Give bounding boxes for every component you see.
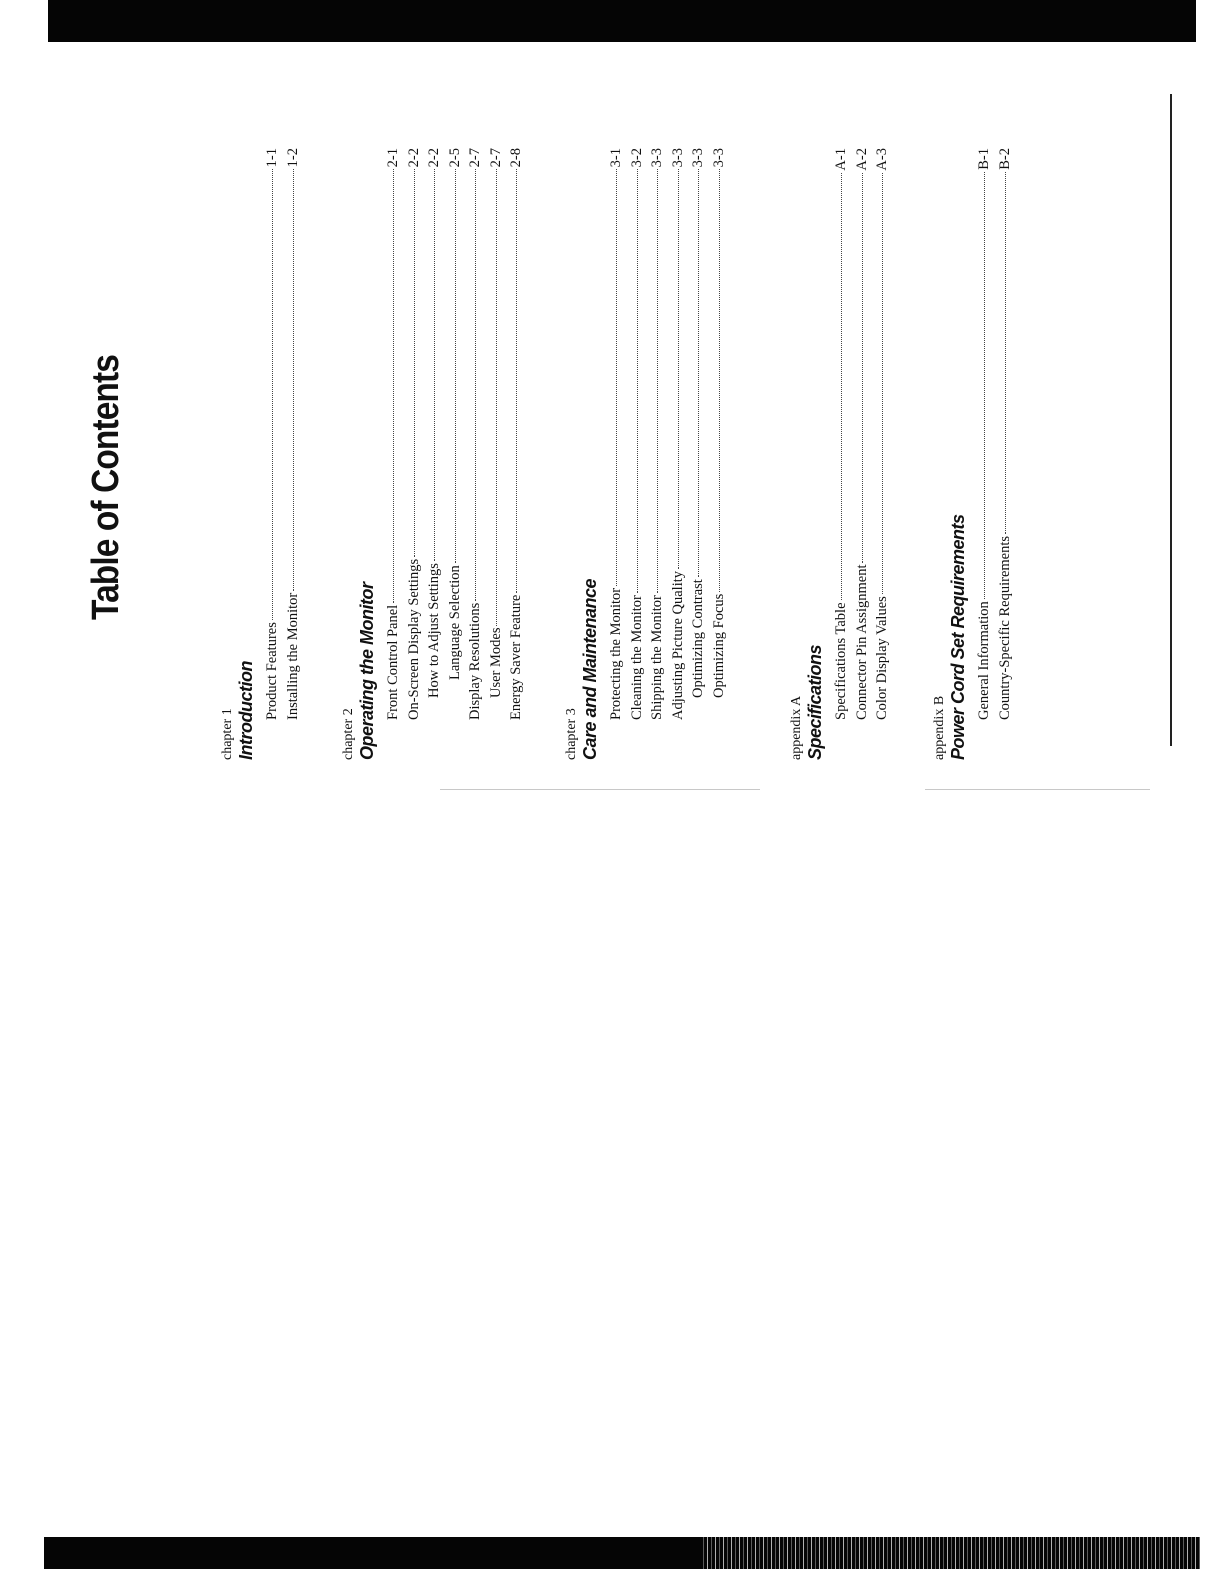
top-black-bar bbox=[48, 0, 1196, 42]
toc-entry[interactable] bbox=[852, 148, 873, 720]
toc-entry-title: General Information bbox=[976, 601, 992, 720]
faint-scan-line bbox=[440, 789, 760, 790]
dot-leader bbox=[862, 173, 863, 563]
faint-scan-line bbox=[925, 789, 1150, 790]
toc-section bbox=[789, 60, 890, 760]
toc-entry-list bbox=[606, 148, 729, 720]
toc-entry[interactable] bbox=[424, 148, 445, 720]
toc-entry-list bbox=[383, 148, 527, 720]
section-kicker: appendix A bbox=[789, 695, 804, 760]
toc-entry[interactable] bbox=[995, 148, 1016, 720]
dot-leader bbox=[475, 169, 476, 600]
toc-entry-title: On-Screen Display Settings bbox=[405, 558, 422, 720]
dot-leader bbox=[657, 169, 658, 593]
section-kicker: chapter 1 bbox=[220, 708, 235, 760]
toc-entry-page-number: 2-5 bbox=[446, 148, 463, 168]
toc-entry-title: Country-Specific Requirements bbox=[996, 535, 1013, 720]
bottom-bar-scan-noise bbox=[700, 1537, 1200, 1569]
toc-entry[interactable] bbox=[831, 148, 852, 720]
toc-entry[interactable] bbox=[486, 148, 507, 720]
toc-entry[interactable] bbox=[974, 148, 995, 720]
toc-entry-page-number: 1-1 bbox=[264, 148, 280, 168]
dot-leader bbox=[698, 169, 699, 577]
toc-entry-page-number: 3-3 bbox=[710, 148, 727, 168]
toc-entry-page-number: A-1 bbox=[833, 148, 849, 171]
toc-entry-list bbox=[974, 148, 1015, 720]
toc-entry[interactable] bbox=[647, 148, 668, 720]
toc-entry-page-number: A-3 bbox=[874, 148, 890, 171]
toc-section bbox=[932, 60, 1013, 760]
toc-entry-page-number: 2-7 bbox=[467, 148, 483, 168]
dot-leader bbox=[272, 169, 273, 620]
dot-leader bbox=[293, 169, 294, 590]
dot-leader bbox=[1005, 172, 1006, 534]
section-heading: Power Cord Set Requirements bbox=[948, 514, 968, 760]
toc-entry[interactable] bbox=[465, 148, 486, 720]
section-heading: Introduction bbox=[236, 661, 256, 760]
toc-entry-title: Optimizing Contrast bbox=[690, 579, 706, 698]
toc-entry-page-number: 1-2 bbox=[284, 148, 301, 168]
toc-entry-title: Installing the Monitor bbox=[284, 592, 301, 720]
toc-entry[interactable] bbox=[383, 148, 404, 720]
toc-entry-title: Energy Saver Feature bbox=[508, 594, 524, 720]
toc-entry[interactable] bbox=[627, 148, 648, 720]
toc-entry-page-number: 2-7 bbox=[487, 148, 504, 168]
toc-entry-title: Product Features bbox=[264, 622, 280, 720]
toc-entry[interactable] bbox=[688, 148, 709, 720]
toc-entry-page-number: 2-2 bbox=[426, 148, 442, 168]
toc-entry-title: Cleaning the Monitor bbox=[628, 595, 645, 720]
dot-leader bbox=[882, 173, 883, 595]
dot-leader bbox=[678, 169, 679, 569]
dot-leader bbox=[984, 172, 985, 599]
toc-entry-title: Adjusting Picture Quality bbox=[669, 570, 686, 720]
dot-leader bbox=[841, 173, 842, 601]
toc-entry-page-number: A-2 bbox=[853, 148, 870, 171]
dot-leader bbox=[496, 169, 497, 625]
toc-entry-page-number: 3-1 bbox=[608, 148, 624, 168]
toc-entry-page-number: 3-3 bbox=[690, 148, 706, 168]
toc-entry-page-number: 3-3 bbox=[669, 148, 686, 168]
toc-entry[interactable] bbox=[709, 148, 730, 720]
section-kicker: chapter 3 bbox=[564, 708, 579, 760]
toc-entry[interactable] bbox=[262, 148, 283, 720]
toc-entry-list bbox=[831, 148, 893, 720]
toc-entry-page-number: 3-2 bbox=[628, 148, 645, 168]
toc-entry-title: Connector Pin Assignment bbox=[853, 564, 870, 720]
section-kicker: chapter 2 bbox=[341, 708, 356, 760]
toc-entry-title: Front Control Panel bbox=[385, 604, 401, 720]
page-title: Table of Contents bbox=[85, 355, 127, 620]
dot-leader bbox=[616, 169, 617, 586]
toc-entry-page-number: 2-8 bbox=[508, 148, 524, 168]
section-kicker: appendix B bbox=[932, 695, 947, 760]
dot-leader bbox=[516, 169, 517, 592]
toc-entry-page-number: B-1 bbox=[976, 148, 992, 170]
toc-entry-title: Language Selection bbox=[446, 565, 463, 680]
toc-entry-page-number: 2-2 bbox=[405, 148, 422, 168]
toc-section bbox=[220, 60, 301, 760]
toc-page-rotated bbox=[84, 60, 1224, 760]
toc-entry-list bbox=[262, 148, 303, 720]
toc-section bbox=[564, 60, 727, 760]
toc-entry[interactable] bbox=[872, 148, 893, 720]
toc-section bbox=[341, 60, 524, 760]
toc-entry-title: User Modes bbox=[487, 627, 504, 698]
toc-entry[interactable] bbox=[506, 148, 527, 720]
toc-entry-title: Optimizing Focus bbox=[710, 593, 727, 698]
dot-leader bbox=[434, 169, 435, 561]
section-heading: Operating the Monitor bbox=[357, 582, 377, 760]
toc-entry[interactable] bbox=[404, 148, 425, 720]
dot-leader bbox=[455, 169, 456, 563]
toc-entry-title: Color Display Values bbox=[874, 596, 890, 720]
toc-entry-title: How to Adjust Settings bbox=[426, 563, 442, 698]
toc-entry-page-number: 2-1 bbox=[385, 148, 401, 168]
section-heading: Specifications bbox=[805, 644, 825, 760]
toc-entry-page-number: 3-3 bbox=[649, 148, 665, 168]
toc-entry-title: Display Resolutions bbox=[467, 602, 483, 720]
toc-entry-page-number: B-2 bbox=[996, 148, 1013, 170]
toc-entry[interactable] bbox=[606, 148, 627, 720]
toc-entry-title: Protecting the Monitor bbox=[608, 587, 624, 720]
dot-leader bbox=[414, 169, 415, 557]
toc-entry-title: Specifications Table bbox=[833, 602, 849, 720]
section-heading: Care and Maintenance bbox=[580, 578, 600, 760]
toc-entry-title: Shipping the Monitor bbox=[649, 595, 665, 720]
toc-entry[interactable] bbox=[283, 148, 304, 720]
dot-leader bbox=[393, 169, 394, 602]
toc-entry[interactable] bbox=[445, 148, 466, 720]
dot-leader bbox=[637, 169, 638, 593]
toc-entry[interactable] bbox=[668, 148, 689, 720]
dot-leader bbox=[719, 169, 720, 591]
